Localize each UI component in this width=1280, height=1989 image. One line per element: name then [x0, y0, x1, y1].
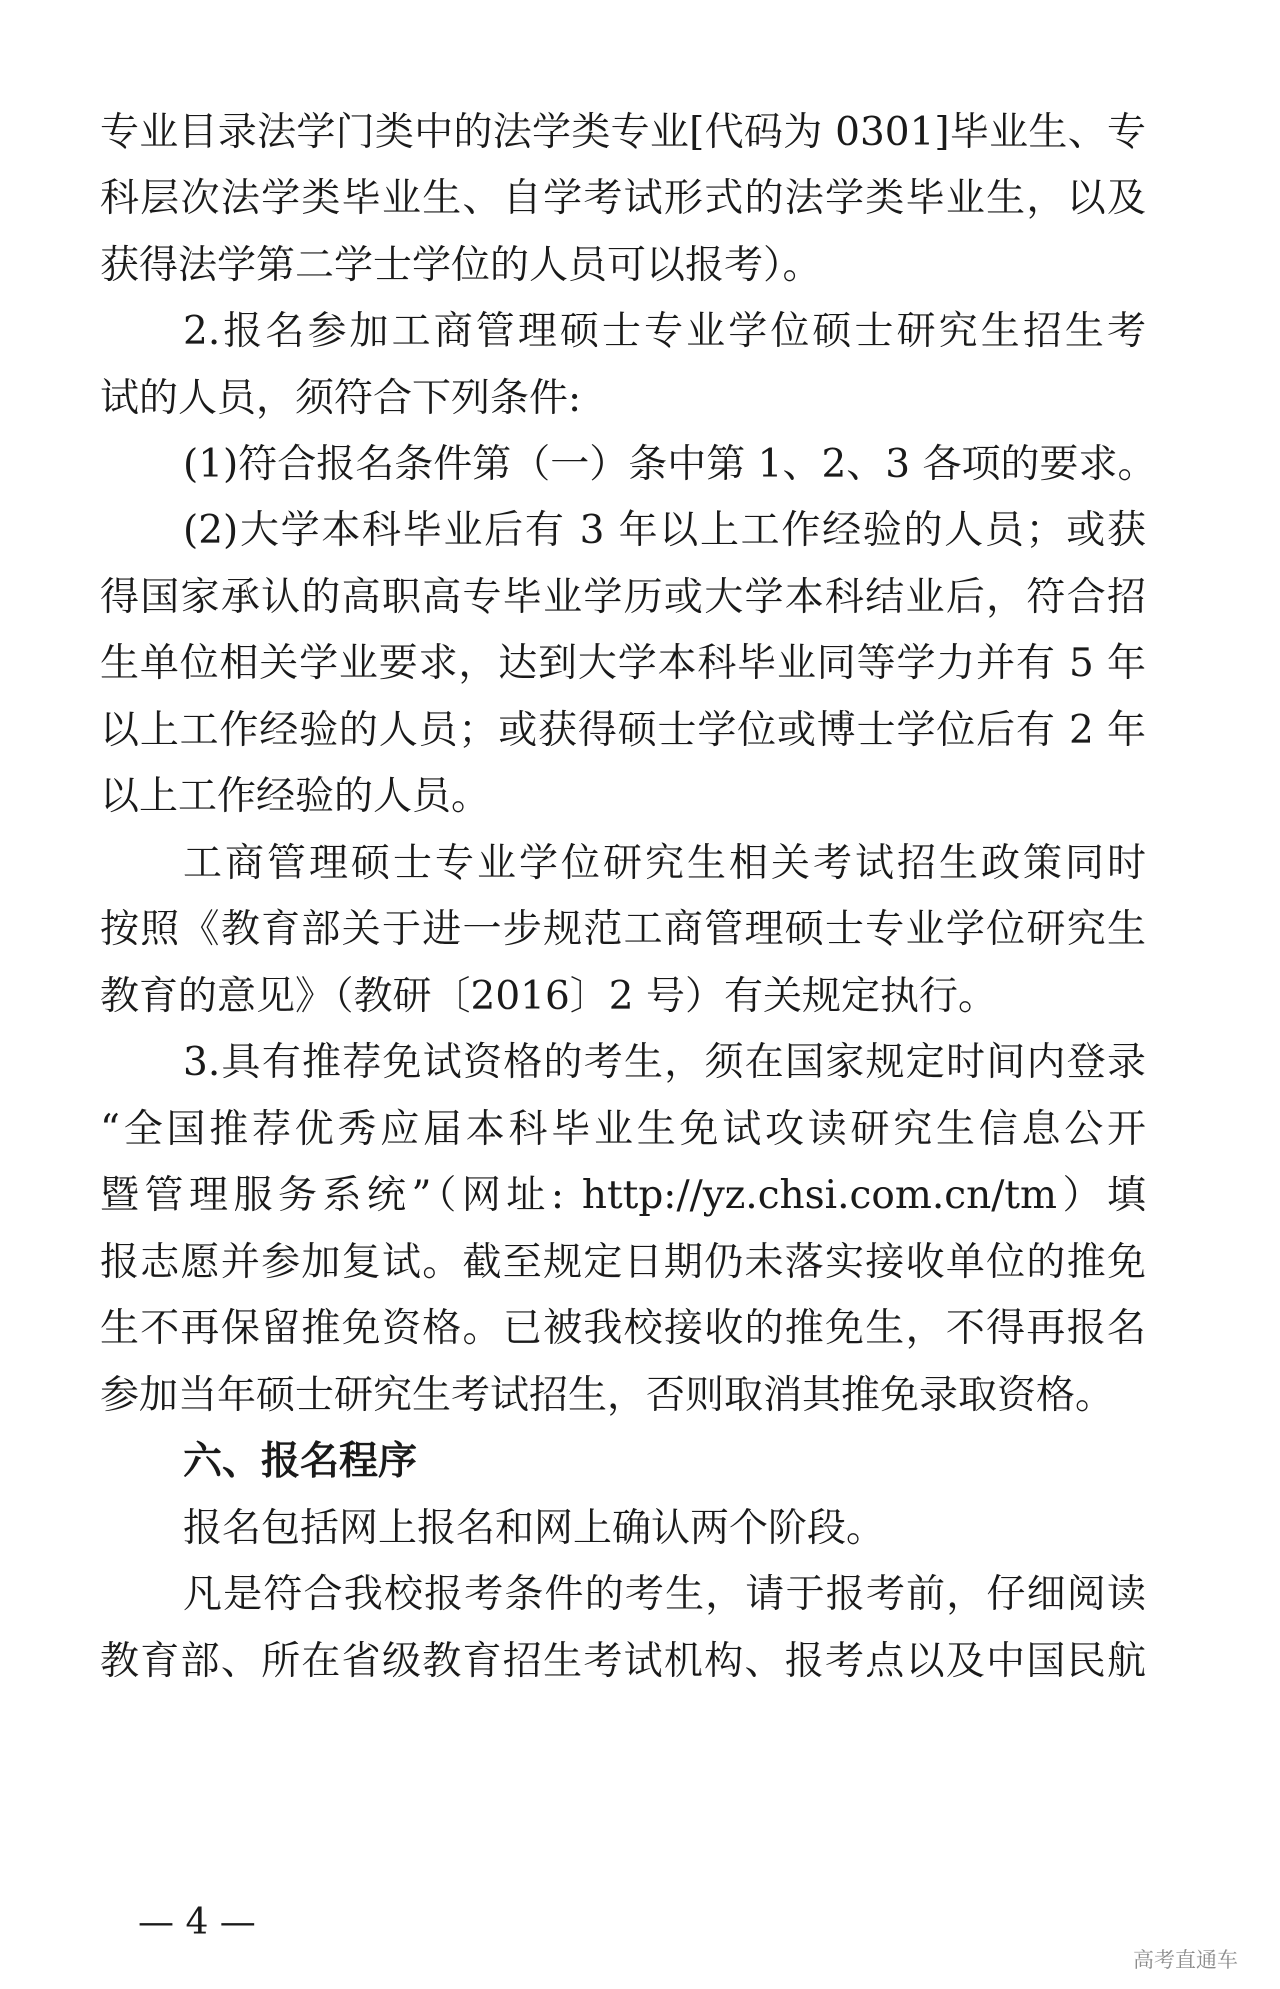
text-line: 教育的意见》（教研〔2016〕2 号）有关规定执行。 [100, 974, 997, 1019]
text-line: 获得法学第二学士学位的人员可以报考）。 [100, 243, 822, 288]
text-line: 2.报名参加工商管理硕士专业学位硕士研究生招生考 [183, 309, 1146, 354]
text-line: 以上工作经验的人员；或获得硕士学位或博士学位后有 2 年 [100, 708, 1146, 753]
section-heading: 六、报名程序 [183, 1439, 418, 1484]
text-line: 以上工作经验的人员。 [100, 774, 491, 819]
watermark-text: 高考直通车 [1133, 1948, 1238, 1972]
text-line: “全国推荐优秀应届本科毕业生免试攻读研究生信息公开 [100, 1107, 1146, 1152]
text-line: (1)符合报名条件第（一）条中第 1、2、3 各项的要求。 [183, 442, 1157, 487]
text-line: 得国家承认的高职高专毕业学历或大学本科结业后，符合招 [100, 575, 1146, 620]
text-line: 报志愿并参加复试。截至规定日期仍未落实接收单位的推免 [100, 1240, 1146, 1285]
text-line: 凡是符合我校报考条件的考生，请于报考前，仔细阅读 [183, 1572, 1146, 1617]
text-line: 试的人员，须符合下列条件: [100, 376, 582, 421]
text-line: 按照《教育部关于进一步规范工商管理硕士专业学位研究生 [100, 907, 1146, 952]
text-line: 工商管理硕士专业学位研究生相关考试招生政策同时 [183, 841, 1146, 886]
text-line: 生不再保留推免资格。已被我校接收的推免生，不得再报名 [100, 1306, 1146, 1351]
page-number: — 4 — [138, 1902, 256, 1943]
text-line: 专业目录法学门类中的法学类专业[代码为 0301]毕业生、专 [100, 110, 1146, 155]
text-line: 暨管理服务系统”（网址: http://yz.chsi.com.cn/tm）填 [100, 1173, 1146, 1218]
text-line: 教育部、所在省级教育招生考试机构、报考点以及中国民航 [100, 1639, 1146, 1684]
text-line: (2)大学本科毕业后有 3 年以上工作经验的人员；或获 [183, 508, 1146, 553]
text-line: 报名包括网上报名和网上确认两个阶段。 [183, 1506, 886, 1551]
text-line: 科层次法学类毕业生、自学考试形式的法学类毕业生，以及 [100, 176, 1146, 221]
text-line: 生单位相关学业要求，达到大学本科毕业同等学力并有 5 年 [100, 641, 1146, 686]
text-line: 3.具有推荐免试资格的考生，须在国家规定时间内登录 [183, 1040, 1146, 1085]
text-line: 参加当年硕士研究生考试招生，否则取消其推免录取资格。 [100, 1373, 1115, 1418]
